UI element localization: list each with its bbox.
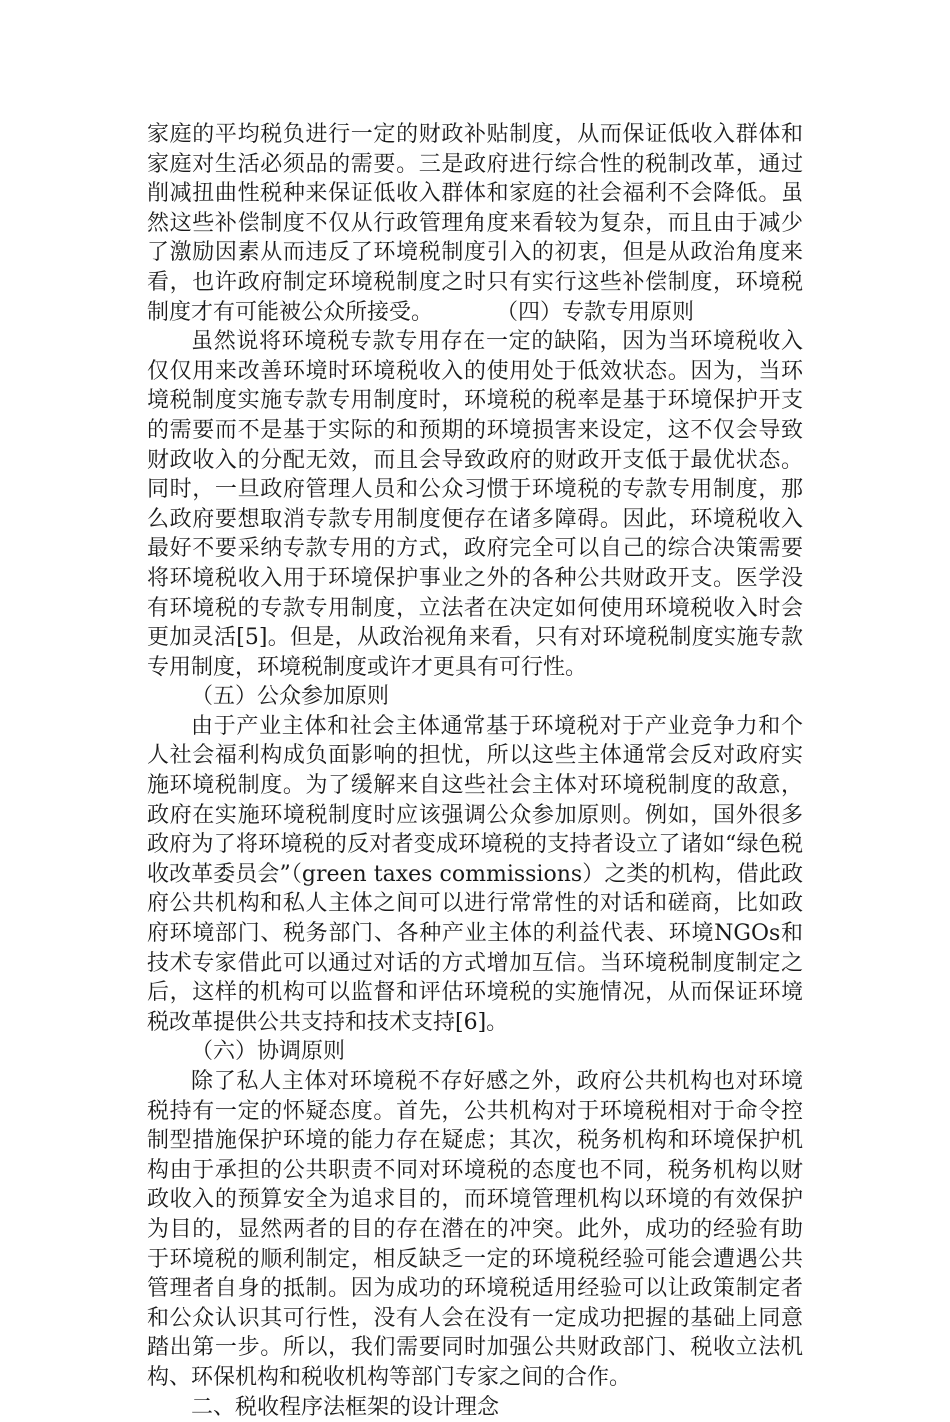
paragraph-compensation <box>147 120 803 327</box>
paragraph-earmarking: 虽然说将环境税专款专用存在一定的缺陷，因为当环境税收入仅仅用来改善环境时环境税收入的使用处于低效状态。因为，当环境税制度实施专款专用制度时，环境税的税率是基于环境保护开支的需要而不是基于实际的和预期的环境损害来设定，这不仅会导致财政收入的分配无效，而且会导致政府的财政开支低于最优状态。同时，一旦政府管理人员和公众习惯于环境税的专款专用制度，那么政府要想取消专款专用制度便存在诸多障碍。因此，环境税收入最好不要采纳专款专用的方式，政府完全可以自己的综合决策需要将环境税收入用于环境保护事业之外的各种公共财政开支。医学没有环境税的专款专用制度，立法者在决定如何使用环境税收入时会更加灵活[5]。但是，从政治视角来看，只有对环境税制度实施专款专用制度，环境税制度或许才更具有可行性。 <box>147 329 803 680</box>
paragraph-compensation-text: 家庭的平均税负进行一定的财政补贴制度，从而保证低收入群体和家庭对生活必须品的需要。三是政府进行综合性的税制改革，通过削减扭曲性税种来保证低收入群体和家庭的社会福利不会降低。虽然这些补偿制度不仅从行政管理角度来看较为复杂，而且由于减少了激励因素从而违反了环境税制度引入的初衷，但是从政治角度来看，也许政府制定环境税制度之时只有实行这些补偿制度，环境税制度才有可能被公众所接受。 <box>147 122 803 325</box>
heading-earmarking-principle: （四）专款专用原则 <box>507 299 695 325</box>
paragraph-public-participation: 由于产业主体和社会主体通常基于环境税对于产业竞争力和个人社会福利构成负面影响的担忧，所以这些主体通常会反对政府实施环境税制度。为了缓解来自这些社会主体对环境税制度的敌意，政府在实施环境税制度时应该强调公众参加原则。例如，国外很多政府为了将环境税的反对者变成环境税的支持者设立了诸如“绿色税收改革委员会”（green taxes commissions）之类的机构，借此政府公共机构和私人主体之间可以进行常常性的对话和磋商，比如政府环境部门、税务部门、各种产业主体的利益代表、环境NGOs和技术专家借此可以通过对话的方式增加互信。当环境税制度制定之后，这样的机构可以监督和评估环境税的实施情况，从而保证环境税改革提供公共支持和技术支持[6]。 <box>147 713 803 1035</box>
document-body <box>147 120 803 1422</box>
heading-section-two: 二、税收程序法框架的设计理念 <box>191 1394 500 1420</box>
heading-public-participation: （五）公众参加原则 <box>191 684 390 710</box>
heading-coordination-principle: （六）协调原则 <box>191 1039 346 1065</box>
paragraph-coordination: 除了私人主体对环境税不存好感之外，政府公共机构也对环境税持有一定的怀疑态度。首先，公共机构对于环境税相对于命令控制型措施保护环境的能力存在疑虑；其次，税务机构和环境保护机构由于承担的公共职责不同对环境税的态度也不同，税务机构以财政收入的预算安全为追求目的，而环境管理机构以环境的有效保护为目的，显然两者的目的存在潜在的冲突。此外，成功的经验有助于环境税的顺利制定，相反缺乏一定的环境税经验可能会遭遇公共管理者自身的抵制。因为成功的环境税适用经验可以让政策制定者和公众认识其可行性，没有人会在没有一定成功把握的基础上同意踏出第一步。所以，我们需要同时加强公共财政部门、税收立法机构、环保机构和税收机构等部门专家之间的合作。 <box>147 1069 803 1390</box>
